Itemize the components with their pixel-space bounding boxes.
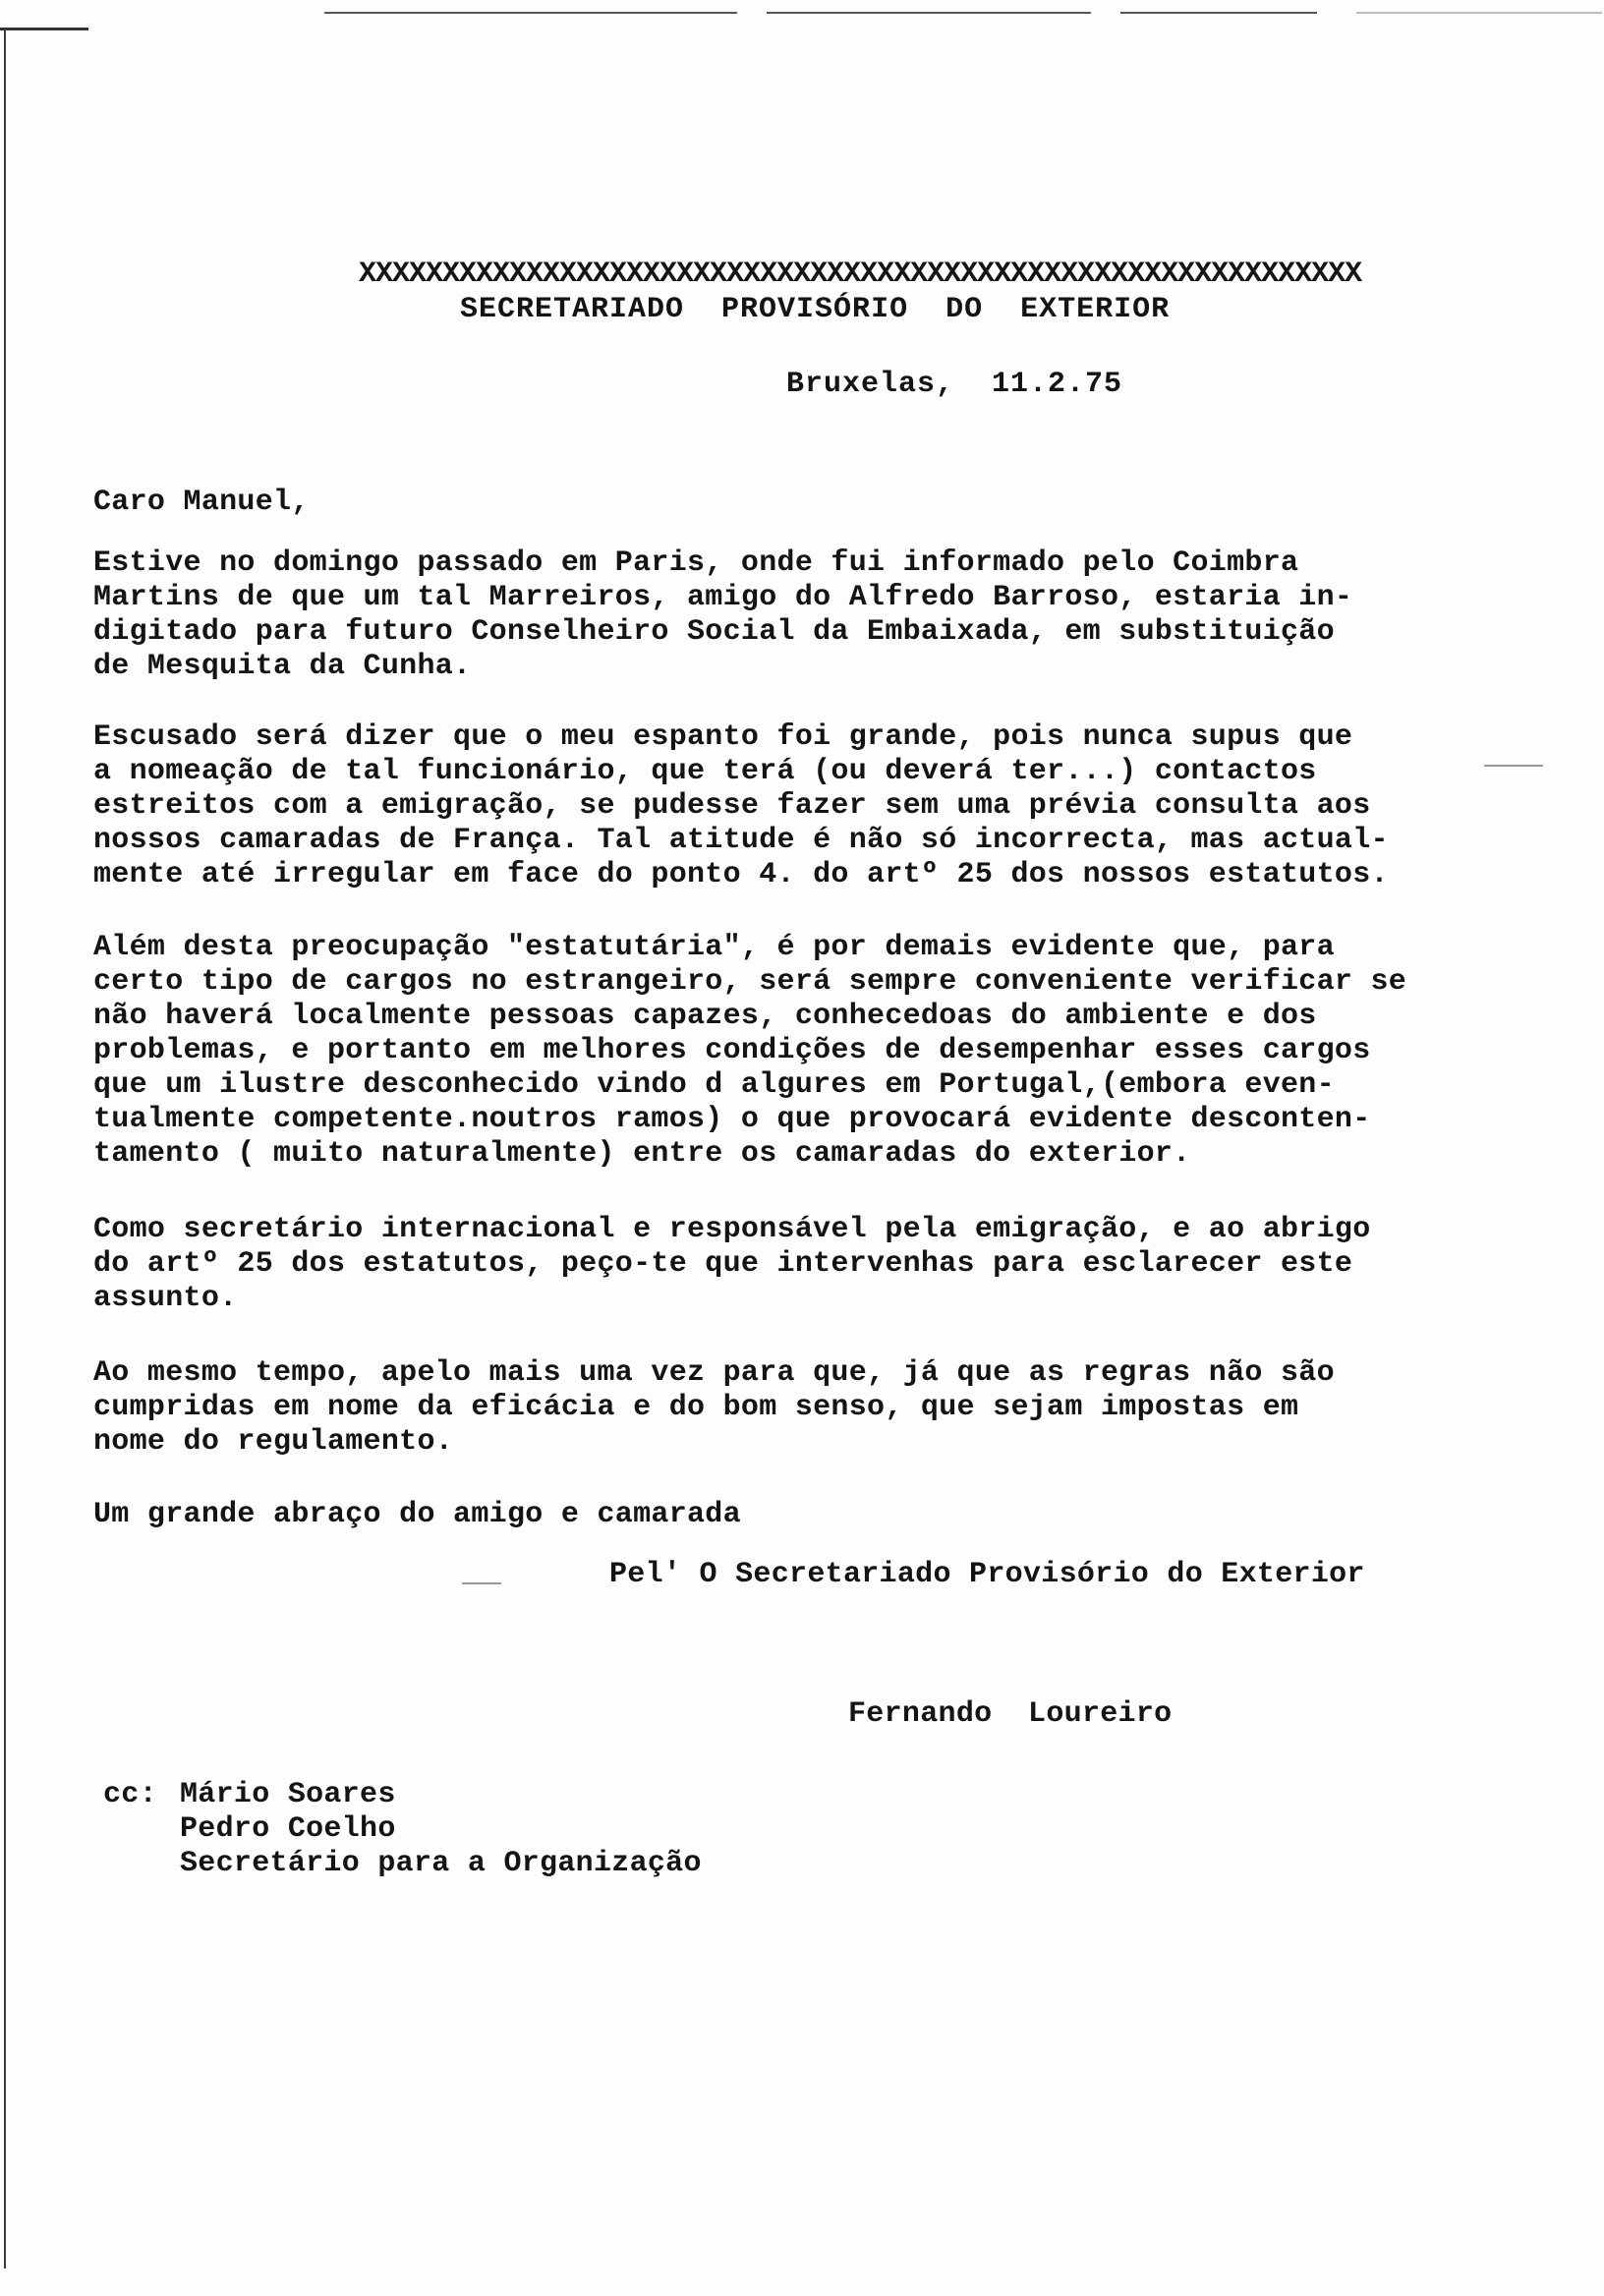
text-line: de Mesquita da Cunha. [93,650,472,683]
text-line: mente até irregular em face do ponto 4. do artº 25 dos nossos estatutos. [93,858,1389,891]
stray-mark [462,1582,501,1584]
cc-recipient: Pedro Coelho [180,1812,396,1846]
place-date: Bruxelas, 11.2.75 [786,368,1123,401]
text-line: não haverá localmente pessoas capazes, conhecedoas do ambiente e dos [93,1000,1317,1033]
text-line: nome do regulamento. [93,1425,454,1459]
text-line: Estive no domingo passado em Paris, onde fui informado pelo Coimbra [93,546,1299,580]
text-line: problemas, e portanto em melhores condições de desempenhar esses cargos [93,1034,1371,1067]
closing: Um grande abraço do amigo e camarada [93,1498,741,1531]
text-line: do artº 25 dos estatutos, peço-te que intervenhas para esclarecer este [93,1247,1353,1281]
scan-corner-mark [0,28,88,30]
text-line: a nomeação de tal funcionário, que terá (ou deverá ter...) contactos [93,755,1317,788]
text-line: assunto. [93,1282,238,1315]
signer-name: Fernando Loureiro [848,1697,1173,1731]
text-line: nossos camaradas de França. Tal atitude é não só incorrecta, mas actual- [93,824,1389,857]
text-line: estreitos com a emigração, se pudesse fazer sem uma prévia consulta aos [93,789,1371,823]
text-line: tamento ( muito naturalmente) entre os camaradas do exterior. [93,1137,1191,1171]
scan-edge-line [1356,12,1602,14]
text-line: tualmente competente.noutros ramos) o que provocará evidente desconten- [93,1103,1371,1136]
struck-out-letterhead: XXXXXXXXXXXXXXXXXXXXXXXXXXXXXXXXXXXXXXXXXXXXXXXXXXXXXXXXXXXX [359,258,1362,291]
text-line: cumpridas em nome da eficácia e do bom senso, que sejam impostas em [93,1391,1299,1424]
text-line: Escusado será dizer que o meu espanto foi grande, pois nunca supus que [93,720,1353,754]
scan-edge-line [324,12,737,14]
salutation: Caro Manuel, [93,486,310,519]
cc-recipient: Secretário para a Organização [180,1847,702,1880]
text-line: Ao mesmo tempo, apelo mais uma vez para que, já que as regras não são [93,1356,1335,1390]
text-line: certo tipo de cargos no estrangeiro, será sempre conveniente verificar se [93,965,1407,999]
text-line: Como secretário internacional e responsável pela emigração, e ao abrigo [93,1213,1371,1246]
text-line: que um ilustre desconhecido vindo d algures em Portugal,(embora even- [93,1068,1335,1102]
stray-mark [1484,765,1543,767]
cc-recipient: Mário Soares [180,1778,396,1811]
text-line: Além desta preocupação "estatutária", é por demais evidente que, para [93,931,1335,964]
letterhead-title: SECRETARIADO PROVISÓRIO DO EXTERIOR [460,293,1171,326]
cc-label: cc: [103,1778,157,1811]
scan-edge-line [767,12,1091,14]
text-line: Martins de que um tal Marreiros, amigo do Alfredo Barroso, estaria in- [93,581,1353,614]
scan-edge-line [1120,12,1317,14]
text-line: digitado para futuro Conselheiro Social da Embaixada, em substituição [93,615,1335,649]
signature-block: Pel' O Secretariado Provisório do Exterior [609,1558,1365,1591]
scan-left-edge [4,28,6,2268]
